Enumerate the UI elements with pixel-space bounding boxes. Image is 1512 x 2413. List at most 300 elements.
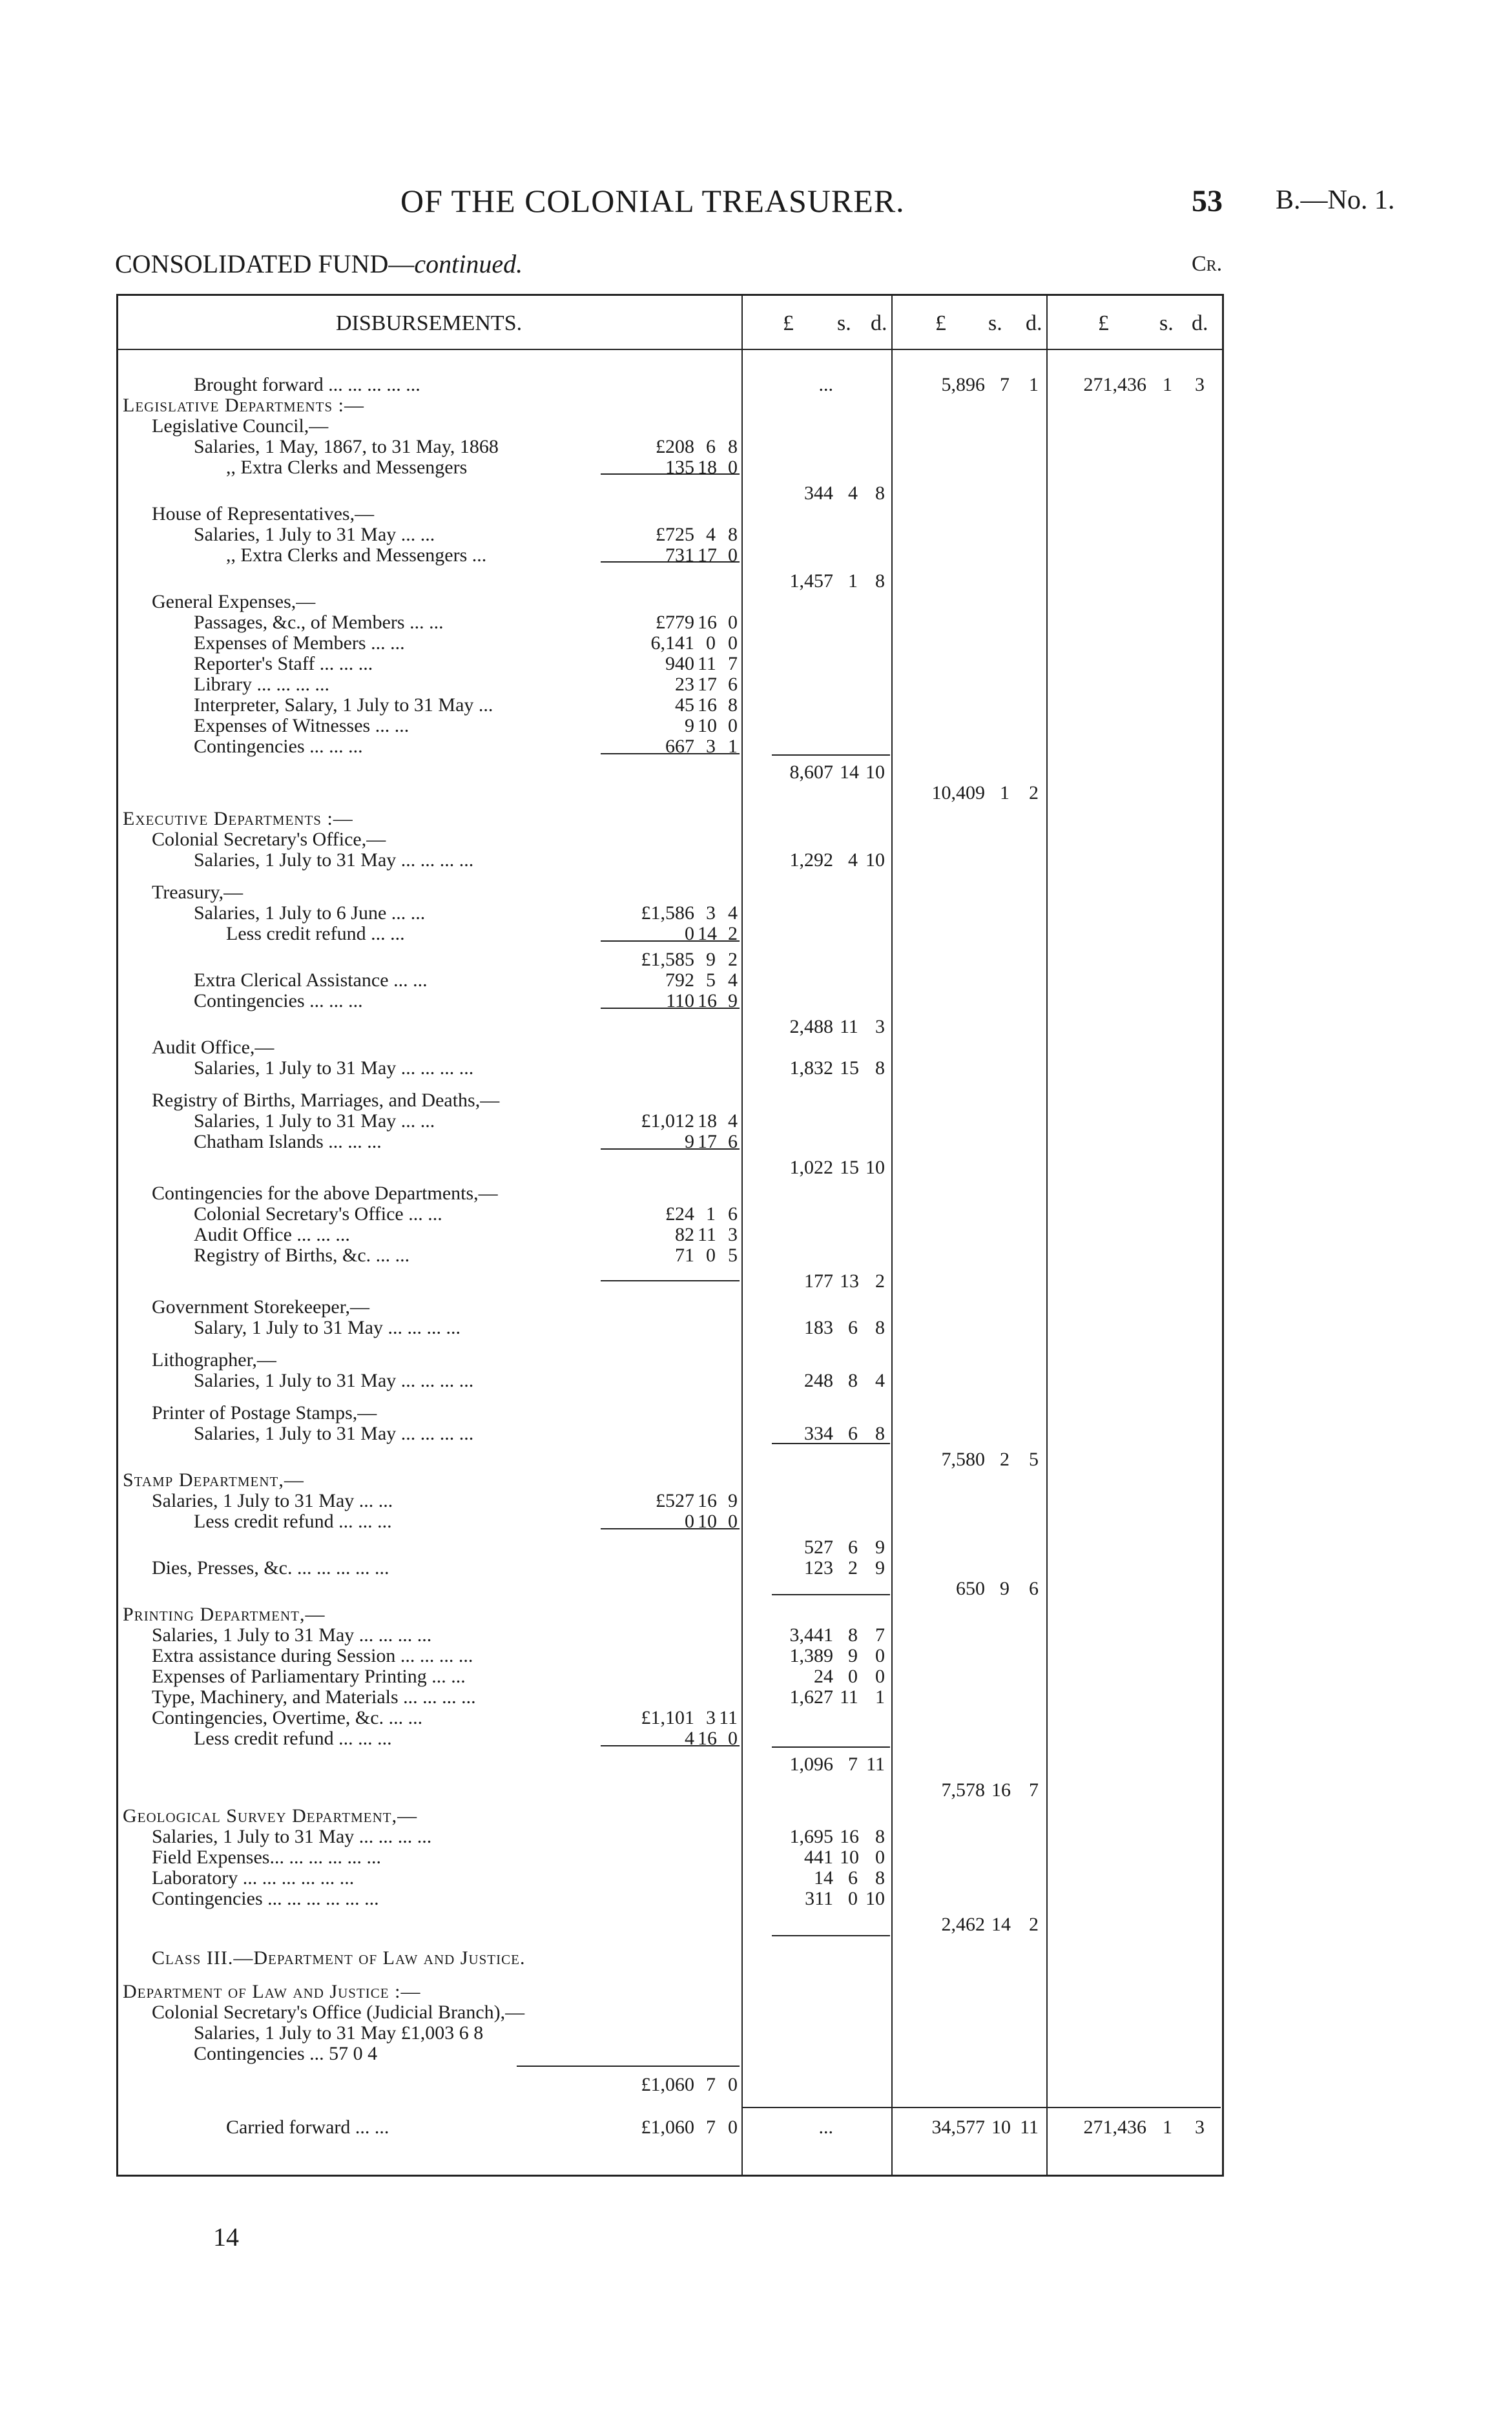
entry-label: Contingencies for the above Departments,— xyxy=(152,1183,498,1204)
detail-amount-pounds: 45 xyxy=(675,694,694,716)
entry-label: Library ... ... ... ... xyxy=(194,674,329,695)
department-total-shillings: 2 xyxy=(1000,1449,1010,1470)
subtotal-amount-pence: 1 xyxy=(875,1686,885,1708)
sum-rule xyxy=(601,1280,740,1281)
ledger-row xyxy=(123,1403,1221,1424)
detail-amount-shillings: 7 xyxy=(706,2074,716,2095)
sum-rule xyxy=(772,1443,890,1444)
fund-suffix: continued. xyxy=(414,249,523,278)
detail-amount-shillings: 18 xyxy=(698,1110,717,1132)
ledger-row xyxy=(123,809,1221,829)
detail-amount-pence: 2 xyxy=(728,949,738,970)
ledger-row xyxy=(123,949,1221,970)
department-total-shillings: 7 xyxy=(1000,374,1010,395)
subtotal-amount-shillings: 7 xyxy=(848,1754,858,1775)
ledger-row xyxy=(123,1948,1221,1969)
entry-label: Contingencies ... ... ... xyxy=(194,990,363,1011)
ledger-row xyxy=(123,2002,1221,2023)
entry-label: Expenses of Members ... ... xyxy=(194,632,405,654)
subtotal-amount-shillings: 0 xyxy=(848,1888,858,1909)
detail-amount-shillings: 3 xyxy=(706,902,716,924)
subtotal-amount-pounds: 1,389 xyxy=(789,1645,833,1666)
folio-number: 14 xyxy=(213,2222,239,2252)
section-heading: Geological Survey Department,— xyxy=(123,1805,418,1827)
entry-label: Salaries, 1 July to 31 May ... ... xyxy=(152,1490,393,1511)
department-total-pounds: 34,577 xyxy=(931,2117,985,2138)
detail-amount-pence: 2 xyxy=(728,923,738,944)
sum-rule xyxy=(517,2066,740,2067)
entry-label: Passages, &c., of Members ... ... xyxy=(194,612,444,633)
subtotal-amount-shillings: 0 xyxy=(848,1666,858,1687)
ledger-row xyxy=(123,654,1221,674)
detail-amount-pounds: £208 xyxy=(656,436,694,457)
detail-amount-shillings: 0 xyxy=(706,1245,716,1266)
ledger-row xyxy=(123,2117,1221,2138)
subtotal-amount-pounds: 344 xyxy=(804,482,833,504)
subtotal-amount-pounds: ... xyxy=(818,374,833,395)
entry-label: General Expenses,— xyxy=(152,591,316,612)
column-header-pence: d. xyxy=(1026,311,1042,335)
detail-amount-pounds: £1,585 xyxy=(641,949,694,970)
subtotal-amount-pounds: 1,457 xyxy=(789,570,833,592)
entry-label: Dies, Presses, &c. ... ... ... ... ... xyxy=(152,1557,389,1579)
detail-amount-pence: 9 xyxy=(728,1490,738,1511)
subtotal-amount-pence: 7 xyxy=(875,1624,885,1646)
department-total-pounds: 7,580 xyxy=(941,1449,985,1470)
entry-label: Salaries, 1 July to 6 June ... ... xyxy=(194,902,426,924)
detail-amount-pence: 0 xyxy=(728,715,738,736)
entry-label: Salaries, 1 July to 31 May ... ... xyxy=(194,1110,435,1132)
detail-amount-pence: 0 xyxy=(728,632,738,654)
ledger-row xyxy=(123,1914,1221,1935)
subtotal-amount-shillings: 11 xyxy=(840,1016,858,1037)
entry-label: Salaries, 1 July to 31 May ... ... ... ... xyxy=(152,1624,432,1646)
detail-amount-shillings: 7 xyxy=(706,2117,716,2138)
entry-label: Treasury,— xyxy=(152,882,243,903)
department-total-pounds: 650 xyxy=(956,1578,985,1599)
ledger-row xyxy=(123,2023,1221,2044)
grand-total-pence: 3 xyxy=(1195,374,1205,395)
header-rule xyxy=(116,349,1224,350)
section-heading: Stamp Department,— xyxy=(123,1469,304,1491)
subtotal-amount-shillings: 6 xyxy=(848,1317,858,1338)
subtotal-amount-pence: 2 xyxy=(875,1270,885,1292)
ledger-row xyxy=(123,1754,1221,1775)
detail-amount-pence: 8 xyxy=(728,524,738,545)
subtotal-amount-pence: 8 xyxy=(875,1826,885,1847)
ledger-row xyxy=(123,571,1221,592)
detail-amount-pounds: 110 xyxy=(666,990,694,1011)
subtotal-amount-shillings: 6 xyxy=(848,1537,858,1558)
department-total-pence: 1 xyxy=(1029,374,1039,395)
ledger-row xyxy=(123,1537,1221,1558)
detail-amount-pounds: 9 xyxy=(685,1131,694,1152)
detail-amount-pence: 0 xyxy=(728,1511,738,1532)
detail-amount-pence: 6 xyxy=(728,1203,738,1225)
sum-rule xyxy=(601,473,740,475)
department-total-pence: 2 xyxy=(1029,1914,1039,1935)
ledger-row xyxy=(123,1982,1221,2002)
detail-amount-pounds: 23 xyxy=(675,674,694,695)
ledger-row xyxy=(123,1183,1221,1204)
ledger-row xyxy=(123,592,1221,612)
department-total-pence: 2 xyxy=(1029,782,1039,803)
subtotal-amount-shillings: 6 xyxy=(848,1423,858,1444)
detail-amount-shillings: 17 xyxy=(698,1131,717,1152)
sum-rule xyxy=(601,1148,740,1150)
entry-label: Interpreter, Salary, 1 July to 31 May ... xyxy=(194,694,493,716)
entry-label: ,, Extra Clerks and Messengers xyxy=(226,457,468,478)
grand-total-pence: 3 xyxy=(1195,2117,1205,2138)
detail-amount-pence: 0 xyxy=(728,2117,738,2138)
detail-amount-shillings: 18 xyxy=(698,457,717,478)
entry-label: Type, Machinery, and Materials ... ... ... ... xyxy=(152,1686,476,1708)
sum-rule xyxy=(772,1594,890,1595)
subtotal-amount-pence: 0 xyxy=(875,1645,885,1666)
entry-label: Reporter's Staff ... ... ... xyxy=(194,653,373,674)
ledger-row xyxy=(123,1666,1221,1687)
detail-amount-pounds: 9 xyxy=(685,715,694,736)
detail-amount-pounds: 0 xyxy=(685,1511,694,1532)
subtotal-amount-pence: 8 xyxy=(875,570,885,592)
ledger-row xyxy=(123,1827,1221,1847)
detail-amount-shillings: 10 xyxy=(698,715,717,736)
detail-amount-shillings: 3 xyxy=(706,1707,716,1728)
ledger-row xyxy=(123,612,1221,633)
detail-amount-shillings: 3 xyxy=(706,736,716,757)
column-header-pence: d. xyxy=(871,311,887,335)
department-total-pounds: 7,578 xyxy=(941,1779,985,1801)
detail-amount-pence: 0 xyxy=(728,2074,738,2095)
ledger-row xyxy=(123,1225,1221,1245)
entry-label: Brought forward ... ... ... ... ... xyxy=(194,374,420,395)
detail-amount-shillings: 11 xyxy=(698,653,716,674)
section-heading: Printing Department,— xyxy=(123,1604,326,1625)
ledger-row xyxy=(123,1058,1221,1079)
detail-amount-pence: 0 xyxy=(728,457,738,478)
detail-amount-pence: 4 xyxy=(728,969,738,991)
sum-rule xyxy=(772,754,890,756)
subtotal-amount-shillings: 11 xyxy=(840,1686,858,1708)
detail-amount-shillings: 10 xyxy=(698,1511,717,1532)
detail-amount-pounds: 667 xyxy=(665,736,694,757)
entry-label: Laboratory ... ... ... ... ... ... xyxy=(152,1867,355,1889)
sum-rule xyxy=(772,1935,890,1936)
ledger-row xyxy=(123,970,1221,991)
column-header-shillings: s. xyxy=(837,311,851,335)
ledger-row xyxy=(123,1604,1221,1625)
subtotal-amount-shillings: 16 xyxy=(840,1826,859,1847)
department-total-pence: 6 xyxy=(1029,1578,1039,1599)
entry-label: Less credit refund ... ... ... xyxy=(194,1728,392,1749)
subtotal-amount-pounds: 1,022 xyxy=(789,1157,833,1178)
ledger-row xyxy=(123,1090,1221,1111)
ledger-row xyxy=(123,2075,1221,2095)
department-total-pounds: 10,409 xyxy=(931,782,985,803)
subtotal-amount-shillings: 13 xyxy=(840,1270,859,1292)
subtotal-amount-pounds: 441 xyxy=(804,1847,833,1868)
detail-amount-pounds: 82 xyxy=(675,1224,694,1245)
subtotal-amount-shillings: 10 xyxy=(840,1847,859,1868)
subtotal-amount-pounds: 2,488 xyxy=(789,1016,833,1037)
subtotal-amount-shillings: 9 xyxy=(848,1645,858,1666)
ledger-row xyxy=(123,633,1221,654)
detail-amount-pounds: £1,060 xyxy=(641,2117,694,2138)
grand-total-shillings: 1 xyxy=(1163,374,1172,395)
entry-label: House of Representatives,— xyxy=(152,503,375,524)
entry-label: Salaries, 1 July to 31 May ... ... ... ... xyxy=(194,1423,474,1444)
subtotal-amount-pounds: 123 xyxy=(804,1557,833,1579)
entry-label: Salaries, 1 July to 31 May ... ... ... ... xyxy=(152,1826,432,1847)
entry-label: Extra assistance during Session ... ... ... ... xyxy=(152,1645,473,1666)
subtotal-amount-pence: 8 xyxy=(875,1057,885,1079)
page-title: OF THE COLONIAL TREASURER. xyxy=(400,183,905,219)
entry-label: ,, Extra Clerks and Messengers ... xyxy=(226,544,487,566)
subtotal-amount-pounds: 1,292 xyxy=(789,849,833,871)
subtotal-amount-shillings: 4 xyxy=(848,482,858,504)
ledger-row xyxy=(123,1017,1221,1037)
ledger-row xyxy=(123,1491,1221,1511)
ledger-row xyxy=(123,882,1221,903)
detail-amount-shillings: 17 xyxy=(698,544,717,566)
entry-label: Salary, 1 July to 31 May ... ... ... ... xyxy=(194,1317,461,1338)
entry-label: Printer of Postage Stamps,— xyxy=(152,1402,377,1424)
section-heading: Legislative Departments :— xyxy=(123,395,364,416)
ledger-row xyxy=(123,416,1221,437)
grand-total-pounds: 271,436 xyxy=(1083,374,1146,395)
subtotal-amount-shillings: 15 xyxy=(840,1057,859,1079)
detail-amount-shillings: 16 xyxy=(698,694,717,716)
entry-label: Colonial Secretary's Office ... ... xyxy=(194,1203,442,1225)
sum-rule xyxy=(601,940,740,942)
ledger-row xyxy=(123,504,1221,524)
ledger-row xyxy=(123,1037,1221,1058)
entry-label: Lithographer,— xyxy=(152,1349,276,1371)
entry-label: Expenses of Parliamentary Printing ... ... xyxy=(152,1666,466,1687)
ledger-row xyxy=(123,395,1221,416)
detail-amount-pence: 8 xyxy=(728,694,738,716)
subtotal-amount-pounds: 1,627 xyxy=(789,1686,833,1708)
detail-amount-pence: 0 xyxy=(728,544,738,566)
sum-rule xyxy=(601,1745,740,1746)
subtotal-amount-shillings: 1 xyxy=(848,570,858,592)
detail-amount-shillings: 4 xyxy=(706,524,716,545)
ledger-row xyxy=(123,903,1221,924)
section-heading: Class III.—Department of Law and Justice. xyxy=(152,1947,526,1969)
detail-amount-pence: 3 xyxy=(728,1224,738,1245)
ledger-row xyxy=(123,1245,1221,1266)
subtotal-amount-pounds: 334 xyxy=(804,1423,833,1444)
grand-total-pounds: 271,436 xyxy=(1083,2117,1146,2138)
entry-label: Salaries, 1 May, 1867, to 31 May, 1868 xyxy=(194,436,499,457)
subtotal-amount-pounds: 311 xyxy=(805,1888,833,1909)
subtotal-amount-pence: 10 xyxy=(865,1157,885,1178)
entry-label: Less credit refund ... ... xyxy=(226,923,405,944)
subtotal-amount-pounds: 3,441 xyxy=(789,1624,833,1646)
detail-amount-pounds: £779 xyxy=(656,612,694,633)
subtotal-amount-pence: 9 xyxy=(875,1557,885,1579)
entry-label: Salaries, 1 July to 31 May ... ... xyxy=(194,524,435,545)
subtotal-amount-pounds: 1,832 xyxy=(789,1057,833,1079)
detail-amount-shillings: 11 xyxy=(698,1224,716,1245)
ledger-row xyxy=(123,674,1221,695)
detail-amount-pence: 8 xyxy=(728,436,738,457)
ledger-row xyxy=(123,1371,1221,1391)
detail-amount-pounds: £1,586 xyxy=(641,902,694,924)
entry-label: Carried forward ... ... xyxy=(226,2117,389,2138)
detail-amount-pounds: 135 xyxy=(665,457,694,478)
detail-amount-shillings: 6 xyxy=(706,436,716,457)
sum-rule xyxy=(601,1008,740,1009)
department-total-pounds: 2,462 xyxy=(941,1914,985,1935)
entry-label: Field Expenses... ... ... ... ... ... xyxy=(152,1847,381,1868)
subtotal-amount-pounds: ... xyxy=(818,2117,833,2138)
ledger-row xyxy=(123,1687,1221,1708)
ledger-row xyxy=(123,695,1221,716)
detail-amount-pounds: 940 xyxy=(665,653,694,674)
entry-label: Contingencies ... 57 0 4 xyxy=(194,2043,378,2064)
detail-amount-pounds: £725 xyxy=(656,524,694,545)
ledger-row xyxy=(123,1579,1221,1599)
subtotal-amount-pence: 8 xyxy=(875,1867,885,1889)
fund-heading: CONSOLIDATED FUND—continued. xyxy=(115,249,523,278)
subtotal-amount-shillings: 2 xyxy=(848,1557,858,1579)
subtotal-amount-pounds: 1,096 xyxy=(789,1754,833,1775)
detail-amount-pounds: 792 xyxy=(665,969,694,991)
subtotal-amount-pence: 10 xyxy=(865,849,885,871)
department-total-shillings: 16 xyxy=(991,1779,1011,1801)
sum-rule xyxy=(601,753,740,754)
ledger-row xyxy=(123,1558,1221,1579)
ledger-row xyxy=(123,1271,1221,1292)
department-total-pounds: 5,896 xyxy=(941,374,985,395)
subtotal-amount-pence: 8 xyxy=(875,482,885,504)
detail-amount-shillings: 16 xyxy=(698,612,717,633)
detail-amount-pence: 11 xyxy=(719,1707,738,1728)
entry-label: Less credit refund ... ... ... xyxy=(194,1511,392,1532)
column-header-shillings: s. xyxy=(988,311,1002,335)
department-total-shillings: 14 xyxy=(991,1914,1011,1935)
entry-label: Salaries, 1 July to 31 May ... ... ... ... xyxy=(194,849,474,871)
ledger-row xyxy=(123,1470,1221,1491)
subtotal-amount-pence: 3 xyxy=(875,1016,885,1037)
detail-amount-shillings: 1 xyxy=(706,1203,716,1225)
entry-label: Chatham Islands ... ... ... xyxy=(194,1131,382,1152)
ledger-row xyxy=(123,545,1221,566)
document-reference: B.—No. 1. xyxy=(1276,185,1395,215)
subtotal-amount-shillings: 8 xyxy=(848,1624,858,1646)
detail-amount-pounds: £24 xyxy=(665,1203,694,1225)
detail-amount-shillings: 16 xyxy=(698,1490,717,1511)
column-header-pence: d. xyxy=(1192,311,1208,335)
detail-amount-pence: 9 xyxy=(728,990,738,1011)
ledger-row xyxy=(123,375,1221,395)
sum-rule xyxy=(601,1528,740,1529)
ledger-row xyxy=(123,1204,1221,1225)
subtotal-amount-pounds: 527 xyxy=(804,1537,833,1558)
ledger-row xyxy=(123,1868,1221,1889)
ledger-row xyxy=(123,1157,1221,1178)
ledger-row xyxy=(123,1297,1221,1318)
ledger-row xyxy=(123,1806,1221,1827)
entry-label: Contingencies ... ... ... xyxy=(194,736,363,757)
ledger-row xyxy=(123,762,1221,783)
ledger-row xyxy=(123,716,1221,736)
ledger-row xyxy=(123,1318,1221,1338)
ledger-row xyxy=(123,1889,1221,1909)
subtotal-amount-shillings: 4 xyxy=(848,849,858,871)
entry-label: Legislative Council,— xyxy=(152,415,329,437)
entry-label: Expenses of Witnesses ... ... xyxy=(194,715,409,736)
subtotal-amount-pence: 4 xyxy=(875,1370,885,1391)
detail-amount-pence: 6 xyxy=(728,1131,738,1152)
ledger-row xyxy=(123,1424,1221,1444)
detail-amount-shillings: 17 xyxy=(698,674,717,695)
detail-amount-pounds: £1,101 xyxy=(641,1707,694,1728)
ledger-row xyxy=(123,1708,1221,1728)
grand-total-shillings: 1 xyxy=(1163,2117,1172,2138)
column-header-pounds: £ xyxy=(935,311,946,335)
ledger-row xyxy=(123,1625,1221,1646)
entry-label: Registry of Births, &c. ... ... xyxy=(194,1245,410,1266)
column-header-description: DISBURSEMENTS. xyxy=(336,311,523,335)
subtotal-amount-pounds: 248 xyxy=(804,1370,833,1391)
ledger-row xyxy=(123,457,1221,478)
ledger-row xyxy=(123,783,1221,803)
detail-amount-pounds: 731 xyxy=(665,544,694,566)
subtotal-amount-pence: 0 xyxy=(875,1666,885,1687)
detail-amount-shillings: 0 xyxy=(706,632,716,654)
section-heading: Department of Law and Justice :— xyxy=(123,1981,421,2002)
entry-label: Colonial Secretary's Office (Judicial Branch),— xyxy=(152,2002,525,2023)
detail-amount-shillings: 14 xyxy=(698,923,717,944)
ledger-row xyxy=(123,1449,1221,1470)
subtotal-amount-pence: 9 xyxy=(875,1537,885,1558)
ledger-row xyxy=(123,1646,1221,1666)
subtotal-amount-shillings: 8 xyxy=(848,1370,858,1391)
subtotal-amount-shillings: 6 xyxy=(848,1867,858,1889)
entry-label: Audit Office,— xyxy=(152,1037,274,1058)
subtotal-amount-pence: 10 xyxy=(865,761,885,783)
detail-amount-pounds: £1,060 xyxy=(641,2074,694,2095)
subtotal-amount-pounds: 14 xyxy=(814,1867,833,1889)
ledger-row xyxy=(123,483,1221,504)
detail-amount-shillings: 16 xyxy=(698,1728,717,1749)
ledger-row xyxy=(123,850,1221,871)
detail-amount-pence: 7 xyxy=(728,653,738,674)
ledger-row xyxy=(123,437,1221,457)
section-heading: Executive Departments :— xyxy=(123,808,353,829)
entry-label: Contingencies ... ... ... ... ... ... xyxy=(152,1888,379,1909)
subtotal-amount-pence: 0 xyxy=(875,1847,885,1868)
entry-label: Government Storekeeper,— xyxy=(152,1296,370,1318)
detail-amount-pounds: £1,012 xyxy=(641,1110,694,1132)
entry-label: Salaries, 1 July to 31 May ... ... ... ... xyxy=(194,1057,474,1079)
ledger-row xyxy=(123,2044,1221,2064)
ledger-row xyxy=(123,1780,1221,1801)
entry-label: Audit Office ... ... ... xyxy=(194,1224,350,1245)
subtotal-amount-pounds: 177 xyxy=(804,1270,833,1292)
subtotal-amount-pence: 8 xyxy=(875,1317,885,1338)
detail-amount-pence: 0 xyxy=(728,1728,738,1749)
department-total-pence: 11 xyxy=(1020,2117,1039,2138)
department-total-shillings: 9 xyxy=(1000,1578,1010,1599)
sum-rule xyxy=(772,1746,890,1748)
ledger-row xyxy=(123,1350,1221,1371)
subtotal-amount-pounds: 8,607 xyxy=(789,761,833,783)
sum-rule xyxy=(601,561,740,563)
subtotal-amount-pence: 11 xyxy=(866,1754,885,1775)
